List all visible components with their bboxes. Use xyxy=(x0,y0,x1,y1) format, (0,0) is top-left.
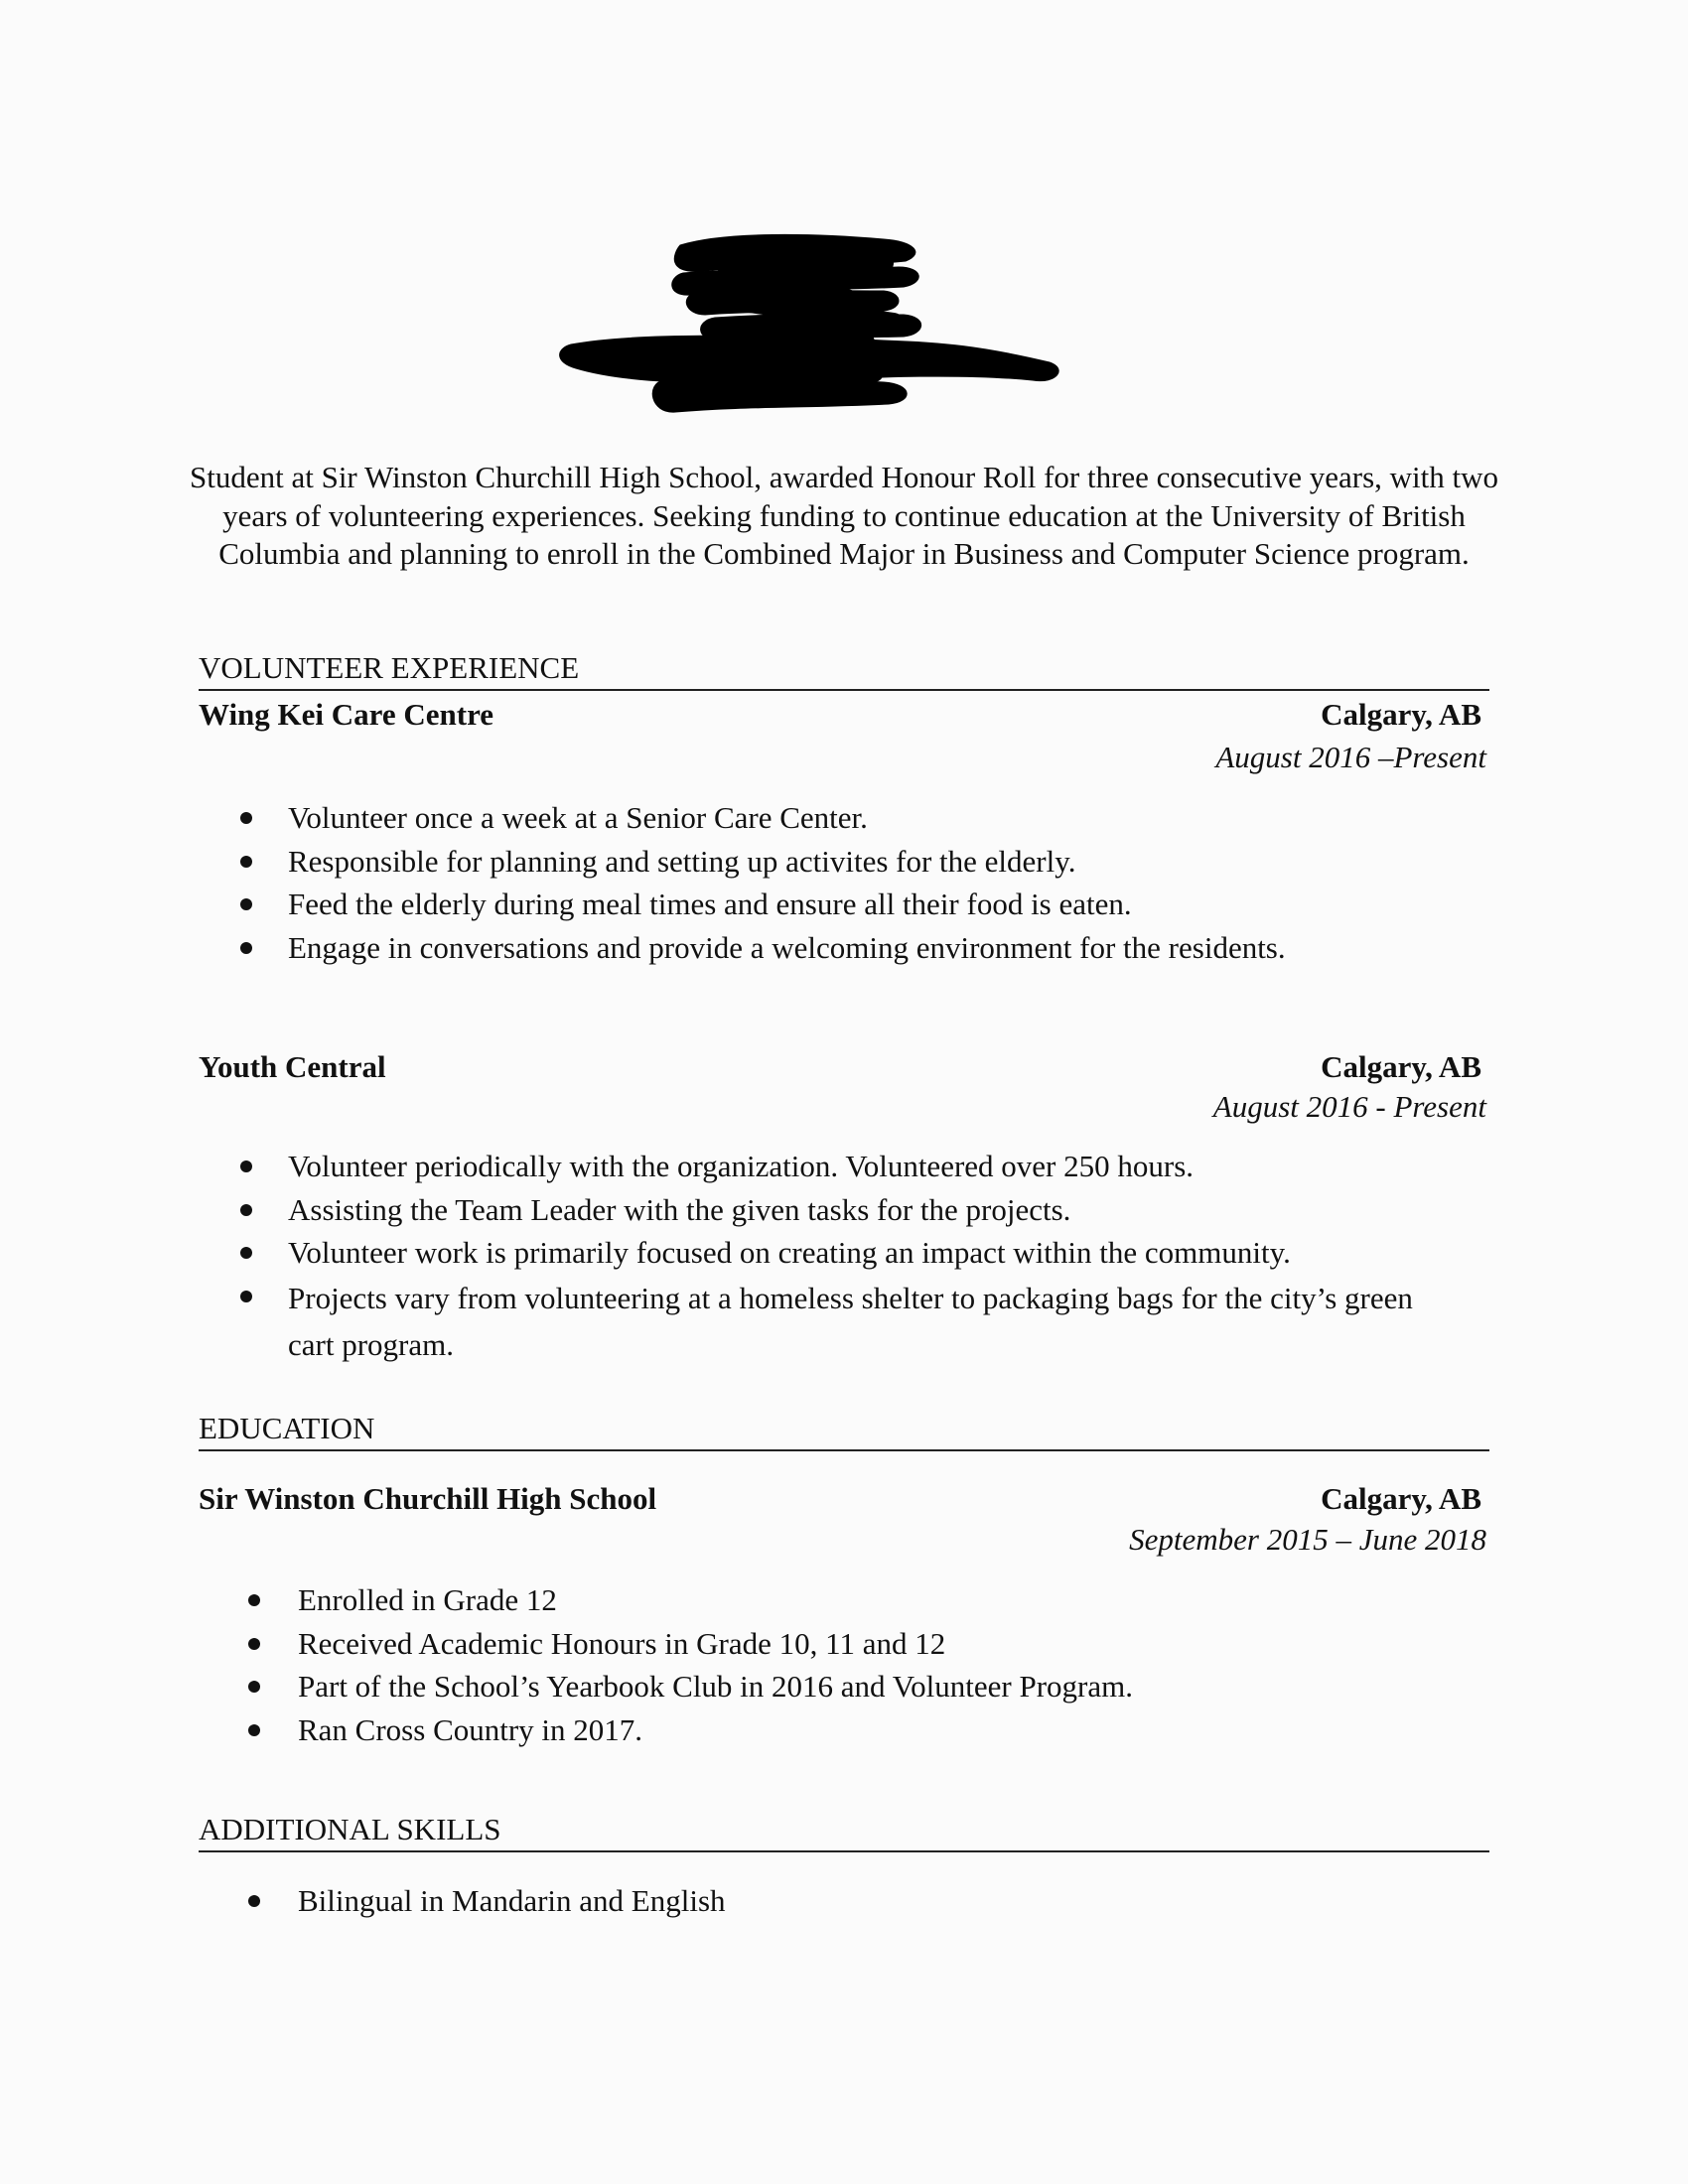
list-item: Received Academic Honours in Grade 10, 11 and 12 xyxy=(0,1622,1133,1666)
bullet-icon xyxy=(248,1724,260,1736)
bullet-list-wing-kei xyxy=(0,796,1286,969)
entry-header-school xyxy=(199,1481,1481,1517)
bullet-icon xyxy=(240,898,252,910)
profile-summary: Student at Sir Winston Churchill High School, awarded Honour Roll for three consecutive years, with two years of volunteering experiences. Seeking funding to continue education at the University of British Columbia and planning to enroll in the Combined Major in Business and Computer Science program. xyxy=(189,460,1499,571)
bullet-icon xyxy=(248,1681,260,1693)
organization-name: Youth Central xyxy=(199,1049,386,1084)
list-item: Assisting the Team Leader with the given tasks for the projects. xyxy=(0,1188,1430,1232)
bullet-icon xyxy=(240,1160,252,1172)
entry-header-youth-central xyxy=(199,1049,1481,1085)
list-item: Bilingual in Mandarin and English xyxy=(0,1879,726,1923)
list-item: Responsible for planning and setting up activites for the elderly. xyxy=(0,840,1286,884)
bullet-list-skills xyxy=(0,1879,726,1923)
location: Calgary, AB xyxy=(1321,1481,1481,1516)
date-range: August 2016 –Present xyxy=(1215,740,1486,774)
organization-name: Sir Winston Churchill High School xyxy=(199,1481,657,1516)
list-item: Projects vary from volunteering at a homeless shelter to packaging bags for the city’s green cart program. xyxy=(0,1275,1430,1368)
bullet-icon xyxy=(240,856,252,868)
organization-name: Wing Kei Care Centre xyxy=(199,697,494,732)
entry-header-wing-kei xyxy=(199,697,1481,733)
redacted-name-scribble xyxy=(556,223,1072,432)
bullet-list-school xyxy=(0,1578,1133,1751)
bullet-list-youth-central xyxy=(0,1145,1430,1368)
bullet-icon xyxy=(240,812,252,824)
list-item: Volunteer periodically with the organization. Volunteered over 250 hours. xyxy=(0,1145,1430,1188)
list-item: Volunteer work is primarily focused on creating an impact within the community. xyxy=(0,1231,1430,1275)
section-heading-skills: ADDITIONAL SKILLS xyxy=(199,1812,1489,1852)
section-heading-volunteer: VOLUNTEER EXPERIENCE xyxy=(199,650,1489,691)
list-item: Enrolled in Grade 12 xyxy=(0,1578,1133,1622)
list-item: Feed the elderly during meal times and ensure all their food is eaten. xyxy=(0,883,1286,926)
list-item: Part of the School’s Yearbook Club in 2016 and Volunteer Program. xyxy=(0,1665,1133,1708)
list-item: Ran Cross Country in 2017. xyxy=(0,1708,1133,1752)
bullet-icon xyxy=(248,1594,260,1606)
bullet-icon xyxy=(240,942,252,954)
list-item: Volunteer once a week at a Senior Care Center. xyxy=(0,796,1286,840)
section-heading-education: EDUCATION xyxy=(199,1411,1489,1451)
date-range: August 2016 - Present xyxy=(1212,1089,1486,1124)
location: Calgary, AB xyxy=(1321,697,1481,732)
bullet-icon xyxy=(248,1895,260,1907)
bullet-icon xyxy=(240,1204,252,1216)
location: Calgary, AB xyxy=(1321,1049,1481,1084)
bullet-icon xyxy=(248,1638,260,1650)
bullet-icon xyxy=(240,1247,252,1259)
bullet-icon xyxy=(240,1291,252,1302)
list-item: Engage in conversations and provide a welcoming environment for the residents. xyxy=(0,926,1286,970)
date-range: September 2015 – June 2018 xyxy=(1129,1522,1486,1557)
